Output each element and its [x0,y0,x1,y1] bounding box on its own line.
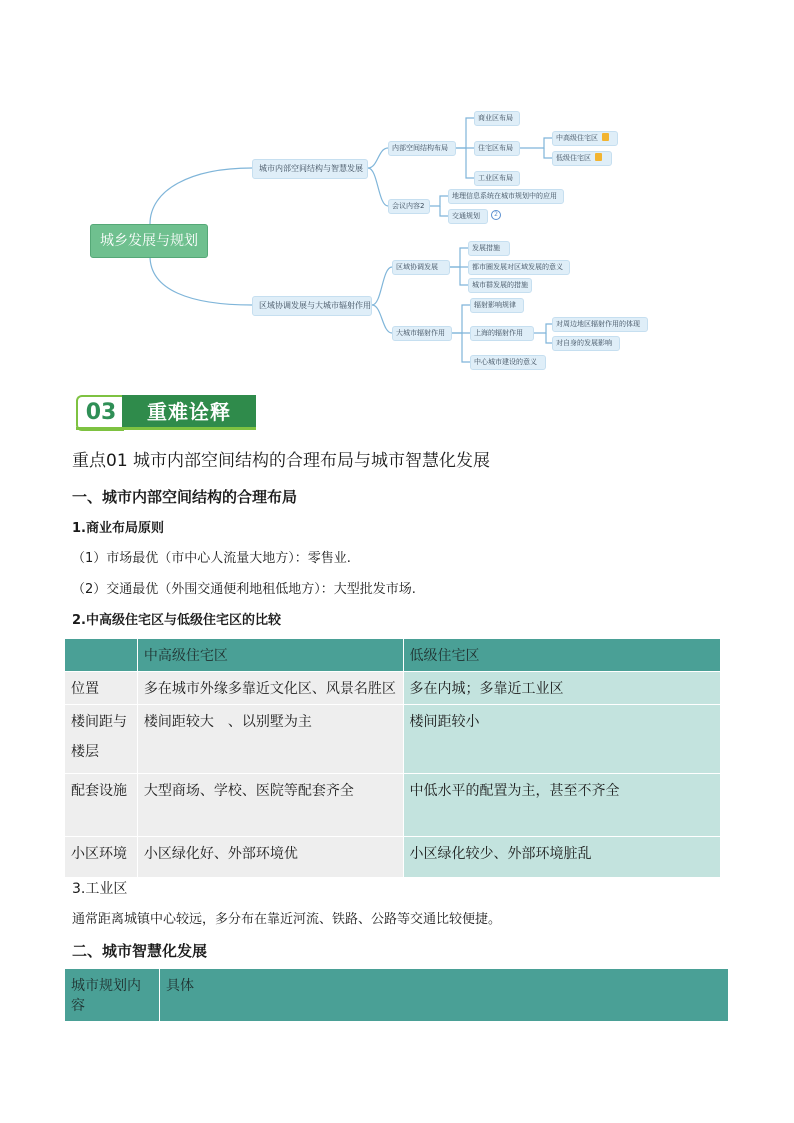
mind-map-node: 会议内容2 [388,199,430,214]
note-icon [595,153,602,161]
mind-map-count-badge: 2 [491,210,501,220]
mind-map-node: 都市圈发展对区域发展的意义 [468,260,570,275]
section-heading: 二、城市智慧化发展 [72,942,208,960]
mind-map-node: 对周边地区辐射作用的体现 [552,317,648,332]
table-cell: 多在城市外缘多靠近文化区、风景名胜区 [137,672,403,705]
table-row [65,774,721,837]
subsection-heading: 2.中高级住宅区与低级住宅区的比较 [72,613,281,628]
mind-map-node: 内部空间结构布局 [388,141,456,156]
table-cell: 配套设施 [65,774,138,837]
table-header-row [65,969,729,1022]
table-row [65,672,721,705]
mind-map-node-label: 中高级住宅区 [556,134,598,142]
mind-map-node: 区域协调发展与大城市辐射作用 [252,296,372,316]
mind-map-node: 上海的辐射作用 [470,326,534,341]
table-row [65,837,721,878]
paragraph: （2）交通最优（外围交通便利地租低地方）：大型批发市场. [72,582,416,597]
table-cell: 小区绿化好、外部环境优 [137,837,403,878]
paragraph: （1）市场最优（市中心人流量大地方）：零售业. [72,551,351,566]
mind-map-node: 大城市辐射作用 [392,326,452,341]
table-header-row [65,639,721,672]
mind-map-node: 发展措施 [468,241,510,256]
mind-map-node: 城市内部空间结构与智慧发展 [252,159,368,179]
section-number: 03 [76,395,124,431]
table-header-cell: 城市规划内容 [65,969,160,1022]
mind-map [0,0,794,380]
table-header-cell: 具体 [160,969,729,1022]
table-header-cell: 低级住宅区 [403,639,721,672]
mind-map-node-label: 低级住宅区 [556,154,591,162]
note-icon [602,133,609,141]
table-row [65,705,721,774]
smart-city-table [64,968,729,1022]
key-point-heading: 重点01 城市内部空间结构的合理布局与城市智慧化发展 [72,451,491,471]
mind-map-root: 城乡发展与规划 [90,224,208,258]
table-cell: 楼间距与楼层 [65,705,138,774]
table-cell: 小区环境 [65,837,138,878]
mind-map-node: 城市群发展的措施 [468,278,532,293]
subsection-heading: 1.商业布局原则 [72,521,164,536]
mind-map-node: 辐射影响规律 [470,298,524,313]
mind-map-node: 住宅区布局 [474,141,520,156]
section-heading: 一、城市内部空间结构的合理布局 [72,488,298,506]
table-cell: 小区绿化较少、外部环境脏乱 [403,837,721,878]
section-banner-title: 重难诠释 [122,395,256,429]
mind-map-connectors [0,0,794,380]
table-cell: 大型商场、学校、医院等配套齐全 [137,774,403,837]
table-header-cell [65,639,138,672]
mind-map-node [552,151,612,166]
mind-map-node: 商业区布局 [474,111,520,126]
banner-underline [76,427,256,430]
paragraph: 通常距离城镇中心较远，多分布在靠近河流、铁路、公路等交通比较便捷。 [72,912,502,927]
table-cell: 楼间距较大 、以别墅为主 [137,705,403,774]
table-header-cell: 中高级住宅区 [137,639,403,672]
mind-map-node: 对自身的发展影响 [552,336,620,351]
table-cell: 楼间距较小 [403,705,721,774]
mind-map-node: 交通规划 [448,209,488,224]
mind-map-node: 工业区布局 [474,171,520,186]
subsection-heading: 3.工业区 [72,881,128,897]
table-cell: 位置 [65,672,138,705]
table-cell: 多在内城；多靠近工业区 [403,672,721,705]
mind-map-node: 地理信息系统在城市规划中的应用 [448,189,564,204]
mind-map-node: 区域协调发展 [392,260,450,275]
table-cell: 中低水平的配置为主，甚至不齐全 [403,774,721,837]
mind-map-node: 中心城市建设的意义 [470,355,546,370]
mind-map-node [552,131,618,146]
comparison-table [64,638,721,878]
